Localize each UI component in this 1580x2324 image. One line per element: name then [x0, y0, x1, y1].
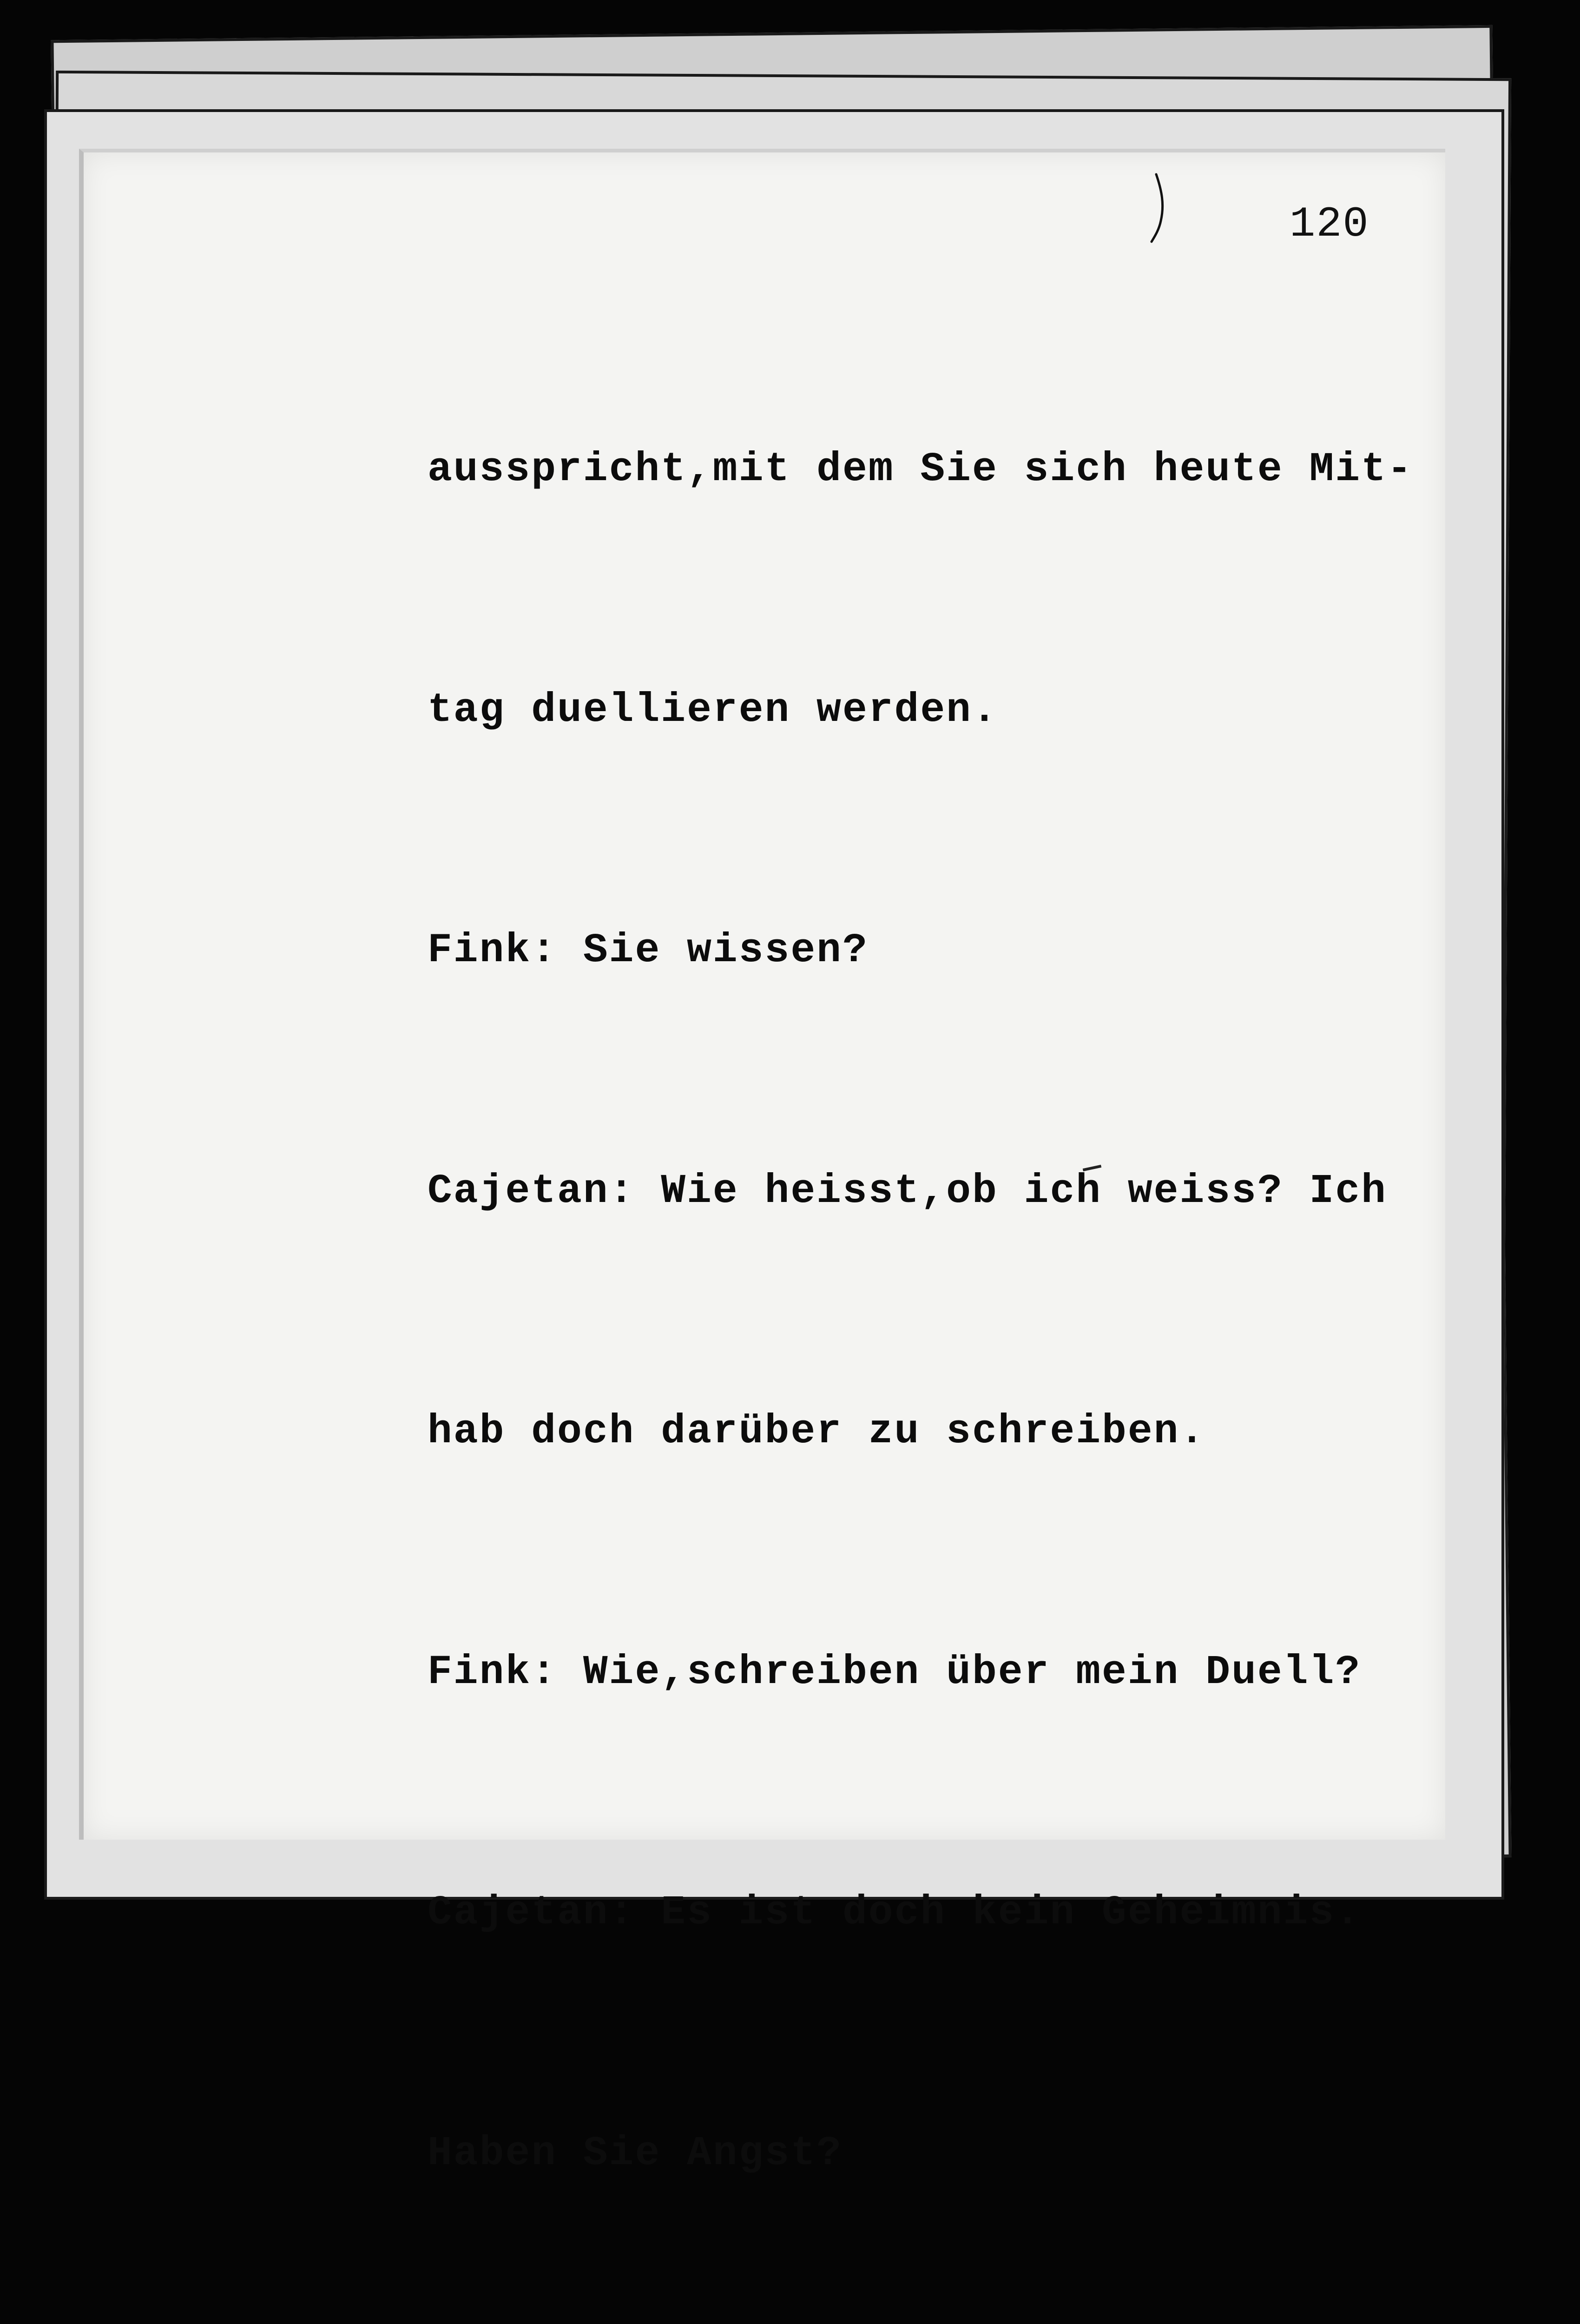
page-number: 120	[1290, 200, 1369, 249]
text-line: Fink: Wie,schreiben über mein Duell?	[428, 1649, 1362, 1696]
text-line: Fink: Sie wissen?	[428, 928, 869, 974]
typescript-body	[428, 270, 1431, 2324]
text-line: Cajetan: Wie heisst,ob ich weiss? Ich	[428, 1168, 1387, 1215]
text-line: ausspricht,mit dem Sie sich heute Mit-	[428, 447, 1413, 493]
text-line: Cajetan: Es ist doch kein Geheimnis.	[428, 1890, 1362, 1936]
text-line: hab doch darüber zu schreiben.	[428, 1409, 1206, 1455]
text-line: Haben Sie Angst?	[428, 2130, 843, 2177]
pencil-mark-icon	[1148, 172, 1176, 246]
text-line: tag duellieren werden.	[428, 687, 998, 733]
